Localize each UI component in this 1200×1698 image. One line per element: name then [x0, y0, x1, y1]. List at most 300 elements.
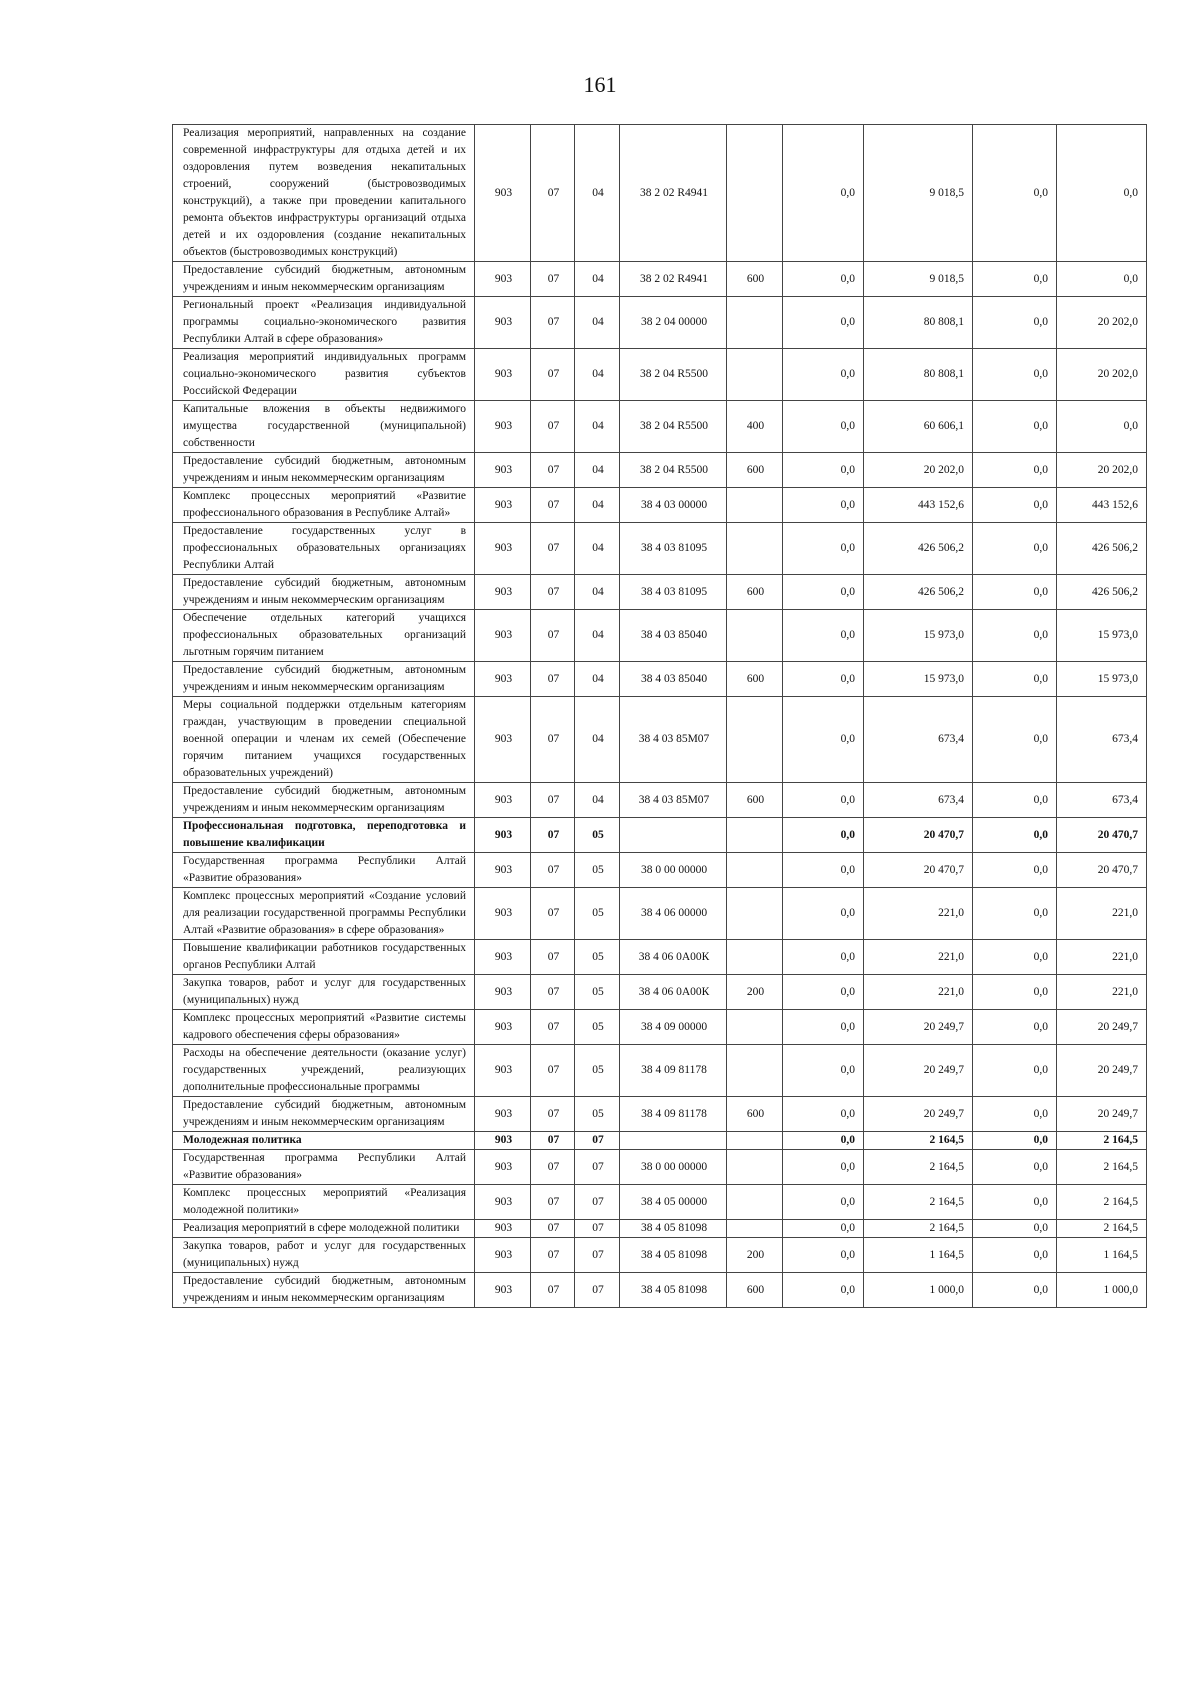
table-row — [173, 349, 1147, 401]
cell-section: 07 — [531, 662, 575, 697]
table-row — [173, 1238, 1147, 1273]
table-row — [173, 488, 1147, 523]
row-description: Предоставление субсидий бюджетным, автономным учреждениям и иным некоммерческим организациям — [173, 1097, 475, 1132]
cell-target-article — [620, 1132, 727, 1150]
cell-section: 07 — [531, 1132, 575, 1150]
cell-amount-4: 15 973,0 — [1057, 610, 1147, 662]
cell-target-article: 38 4 03 85040 — [620, 662, 727, 697]
cell-expense-type: 600 — [727, 1097, 783, 1132]
cell-amount-2: 426 506,2 — [864, 575, 973, 610]
row-description: Предоставление субсидий бюджетным, автономным учреждениям и иным некоммерческим организациям — [173, 262, 475, 297]
cell-amount-4: 426 506,2 — [1057, 523, 1147, 575]
cell-admin-code: 903 — [475, 1185, 531, 1220]
cell-amount-1: 0,0 — [783, 401, 864, 453]
cell-amount-3: 0,0 — [973, 888, 1057, 940]
cell-expense-type: 600 — [727, 783, 783, 818]
cell-section: 07 — [531, 262, 575, 297]
cell-amount-2: 80 808,1 — [864, 297, 973, 349]
cell-section: 07 — [531, 783, 575, 818]
cell-expense-type — [727, 1220, 783, 1238]
cell-amount-1: 0,0 — [783, 488, 864, 523]
cell-amount-4: 20 470,7 — [1057, 853, 1147, 888]
cell-section: 07 — [531, 975, 575, 1010]
table-row — [173, 1097, 1147, 1132]
cell-amount-4: 20 202,0 — [1057, 349, 1147, 401]
row-description: Предоставление субсидий бюджетным, автономным учреждениям и иным некоммерческим организациям — [173, 1273, 475, 1308]
cell-expense-type — [727, 349, 783, 401]
cell-admin-code: 903 — [475, 297, 531, 349]
table-row — [173, 853, 1147, 888]
cell-admin-code: 903 — [475, 818, 531, 853]
cell-target-article: 38 4 03 85М07 — [620, 697, 727, 783]
cell-amount-4: 0,0 — [1057, 401, 1147, 453]
cell-section: 07 — [531, 1010, 575, 1045]
cell-subsection: 07 — [575, 1132, 620, 1150]
cell-subsection: 05 — [575, 1045, 620, 1097]
cell-amount-4: 2 164,5 — [1057, 1150, 1147, 1185]
cell-target-article: 38 4 05 00000 — [620, 1185, 727, 1220]
cell-amount-3: 0,0 — [973, 1273, 1057, 1308]
table-row — [173, 940, 1147, 975]
row-description: Повышение квалификации работников государственных органов Республики Алтай — [173, 940, 475, 975]
cell-amount-1: 0,0 — [783, 610, 864, 662]
cell-amount-1: 0,0 — [783, 662, 864, 697]
cell-target-article: 38 0 00 00000 — [620, 1150, 727, 1185]
cell-subsection: 07 — [575, 1220, 620, 1238]
cell-admin-code: 903 — [475, 697, 531, 783]
cell-target-article: 38 4 06 0А00К — [620, 975, 727, 1010]
cell-amount-2: 426 506,2 — [864, 523, 973, 575]
cell-admin-code: 903 — [475, 575, 531, 610]
cell-expense-type — [727, 1150, 783, 1185]
cell-amount-1: 0,0 — [783, 783, 864, 818]
cell-admin-code: 903 — [475, 888, 531, 940]
cell-expense-type — [727, 940, 783, 975]
cell-amount-2: 20 249,7 — [864, 1010, 973, 1045]
cell-admin-code: 903 — [475, 1273, 531, 1308]
cell-amount-1: 0,0 — [783, 297, 864, 349]
cell-amount-4: 221,0 — [1057, 888, 1147, 940]
table-row — [173, 453, 1147, 488]
cell-amount-2: 2 164,5 — [864, 1220, 973, 1238]
cell-subsection: 05 — [575, 818, 620, 853]
cell-amount-1: 0,0 — [783, 1010, 864, 1045]
cell-amount-2: 1 000,0 — [864, 1273, 973, 1308]
cell-section: 07 — [531, 853, 575, 888]
cell-expense-type — [727, 488, 783, 523]
row-description: Предоставление субсидий бюджетным, автономным учреждениям и иным некоммерческим организациям — [173, 783, 475, 818]
row-description: Комплекс процессных мероприятий «Развитие системы кадрового обеспечения сферы образования» — [173, 1010, 475, 1045]
cell-section: 07 — [531, 1185, 575, 1220]
cell-amount-1: 0,0 — [783, 697, 864, 783]
cell-amount-1: 0,0 — [783, 349, 864, 401]
cell-subsection: 05 — [575, 940, 620, 975]
table-row — [173, 523, 1147, 575]
table-row — [173, 297, 1147, 349]
cell-amount-3: 0,0 — [973, 1185, 1057, 1220]
row-description: Закупка товаров, работ и услуг для государственных (муниципальных) нужд — [173, 1238, 475, 1273]
budget-table-body — [173, 125, 1147, 1308]
table-row — [173, 1220, 1147, 1238]
cell-section: 07 — [531, 818, 575, 853]
cell-expense-type: 600 — [727, 575, 783, 610]
cell-subsection: 04 — [575, 488, 620, 523]
table-row — [173, 125, 1147, 262]
cell-amount-4: 1 164,5 — [1057, 1238, 1147, 1273]
cell-amount-2: 2 164,5 — [864, 1150, 973, 1185]
cell-target-article: 38 4 03 81095 — [620, 575, 727, 610]
cell-admin-code: 903 — [475, 1097, 531, 1132]
cell-subsection: 05 — [575, 1097, 620, 1132]
cell-subsection: 07 — [575, 1150, 620, 1185]
row-description: Государственная программа Республики Алтай «Развитие образования» — [173, 853, 475, 888]
cell-target-article: 38 0 00 00000 — [620, 853, 727, 888]
cell-amount-3: 0,0 — [973, 662, 1057, 697]
cell-expense-type: 600 — [727, 662, 783, 697]
row-description: Комплекс процессных мероприятий «Реализация молодежной политики» — [173, 1185, 475, 1220]
cell-amount-4: 15 973,0 — [1057, 662, 1147, 697]
cell-expense-type — [727, 818, 783, 853]
cell-expense-type: 600 — [727, 453, 783, 488]
cell-admin-code: 903 — [475, 940, 531, 975]
cell-amount-3: 0,0 — [973, 1132, 1057, 1150]
table-row — [173, 1273, 1147, 1308]
cell-amount-1: 0,0 — [783, 940, 864, 975]
cell-subsection: 05 — [575, 853, 620, 888]
cell-amount-4: 0,0 — [1057, 125, 1147, 262]
cell-amount-2: 20 202,0 — [864, 453, 973, 488]
cell-section: 07 — [531, 297, 575, 349]
cell-subsection: 04 — [575, 349, 620, 401]
cell-amount-3: 0,0 — [973, 1045, 1057, 1097]
cell-amount-4: 0,0 — [1057, 262, 1147, 297]
cell-expense-type: 600 — [727, 1273, 783, 1308]
cell-section: 07 — [531, 401, 575, 453]
cell-amount-2: 20 470,7 — [864, 818, 973, 853]
cell-subsection: 07 — [575, 1238, 620, 1273]
cell-amount-2: 2 164,5 — [864, 1185, 973, 1220]
row-description: Меры социальной поддержки отдельным категориям граждан, участвующим в проведении специальной военной операции и членам их семей (Обеспечение горячим питанием учащихся государственных образовательных учреждений) — [173, 697, 475, 783]
cell-amount-3: 0,0 — [973, 262, 1057, 297]
cell-section: 07 — [531, 125, 575, 262]
cell-section: 07 — [531, 888, 575, 940]
row-description: Молодежная политика — [173, 1132, 475, 1150]
cell-amount-1: 0,0 — [783, 262, 864, 297]
cell-subsection: 04 — [575, 575, 620, 610]
cell-amount-4: 2 164,5 — [1057, 1220, 1147, 1238]
cell-amount-4: 20 249,7 — [1057, 1045, 1147, 1097]
cell-admin-code: 903 — [475, 783, 531, 818]
cell-target-article: 38 2 04 R5500 — [620, 401, 727, 453]
cell-target-article: 38 4 05 81098 — [620, 1238, 727, 1273]
cell-amount-2: 60 606,1 — [864, 401, 973, 453]
cell-admin-code: 903 — [475, 349, 531, 401]
row-description: Комплекс процессных мероприятий «Развитие профессионального образования в Республике Алтай» — [173, 488, 475, 523]
cell-target-article: 38 4 03 00000 — [620, 488, 727, 523]
cell-subsection: 04 — [575, 125, 620, 262]
cell-target-article: 38 4 03 85040 — [620, 610, 727, 662]
cell-section: 07 — [531, 697, 575, 783]
cell-amount-2: 20 249,7 — [864, 1097, 973, 1132]
cell-amount-4: 20 249,7 — [1057, 1010, 1147, 1045]
cell-subsection: 04 — [575, 610, 620, 662]
cell-section: 07 — [531, 1150, 575, 1185]
cell-target-article: 38 4 09 00000 — [620, 1010, 727, 1045]
cell-amount-3: 0,0 — [973, 401, 1057, 453]
cell-target-article: 38 4 09 81178 — [620, 1045, 727, 1097]
cell-subsection: 05 — [575, 888, 620, 940]
cell-target-article: 38 2 04 R5500 — [620, 349, 727, 401]
table-row — [173, 1150, 1147, 1185]
cell-subsection: 04 — [575, 401, 620, 453]
row-description: Предоставление субсидий бюджетным, автономным учреждениям и иным некоммерческим организациям — [173, 575, 475, 610]
cell-amount-3: 0,0 — [973, 297, 1057, 349]
cell-section: 07 — [531, 940, 575, 975]
table-row — [173, 783, 1147, 818]
cell-subsection: 04 — [575, 662, 620, 697]
cell-subsection: 07 — [575, 1185, 620, 1220]
table-row — [173, 662, 1147, 697]
cell-target-article: 38 4 05 81098 — [620, 1220, 727, 1238]
row-description: Государственная программа Республики Алтай «Развитие образования» — [173, 1150, 475, 1185]
cell-expense-type — [727, 125, 783, 262]
cell-expense-type — [727, 1045, 783, 1097]
table-row — [173, 888, 1147, 940]
cell-expense-type — [727, 1132, 783, 1150]
cell-amount-3: 0,0 — [973, 453, 1057, 488]
cell-expense-type — [727, 1185, 783, 1220]
row-description: Региональный проект «Реализация индивидуальной программы социально-экономического развития Республики Алтай в сфере образования» — [173, 297, 475, 349]
cell-admin-code: 903 — [475, 125, 531, 262]
cell-amount-1: 0,0 — [783, 1150, 864, 1185]
budget-table — [172, 124, 1147, 1308]
cell-expense-type — [727, 853, 783, 888]
cell-amount-3: 0,0 — [973, 125, 1057, 262]
cell-amount-1: 0,0 — [783, 523, 864, 575]
cell-amount-3: 0,0 — [973, 610, 1057, 662]
cell-amount-3: 0,0 — [973, 940, 1057, 975]
cell-admin-code: 903 — [475, 523, 531, 575]
cell-section: 07 — [531, 488, 575, 523]
cell-section: 07 — [531, 1220, 575, 1238]
cell-subsection: 05 — [575, 975, 620, 1010]
cell-amount-3: 0,0 — [973, 1010, 1057, 1045]
row-description: Предоставление субсидий бюджетным, автономным учреждениям и иным некоммерческим организациям — [173, 662, 475, 697]
table-row — [173, 1132, 1147, 1150]
cell-admin-code: 903 — [475, 610, 531, 662]
cell-admin-code: 903 — [475, 1045, 531, 1097]
cell-amount-3: 0,0 — [973, 349, 1057, 401]
cell-amount-3: 0,0 — [973, 1150, 1057, 1185]
cell-amount-2: 221,0 — [864, 940, 973, 975]
cell-expense-type: 400 — [727, 401, 783, 453]
cell-admin-code: 903 — [475, 453, 531, 488]
cell-amount-4: 1 000,0 — [1057, 1273, 1147, 1308]
cell-target-article: 38 4 06 00000 — [620, 888, 727, 940]
cell-amount-2: 1 164,5 — [864, 1238, 973, 1273]
table-row — [173, 575, 1147, 610]
cell-expense-type — [727, 610, 783, 662]
cell-admin-code: 903 — [475, 1150, 531, 1185]
cell-section: 07 — [531, 1045, 575, 1097]
table-row — [173, 697, 1147, 783]
row-description: Предоставление субсидий бюджетным, автономным учреждениям и иным некоммерческим организациям — [173, 453, 475, 488]
row-description: Комплекс процессных мероприятий «Создание условий для реализации государственной программы Республики Алтай «Развитие образования» в сфере образования» — [173, 888, 475, 940]
cell-amount-1: 0,0 — [783, 575, 864, 610]
cell-section: 07 — [531, 349, 575, 401]
cell-amount-4: 20 249,7 — [1057, 1097, 1147, 1132]
cell-amount-1: 0,0 — [783, 1045, 864, 1097]
cell-amount-1: 0,0 — [783, 888, 864, 940]
row-description: Профессиональная подготовка, переподготовка и повышение квалификации — [173, 818, 475, 853]
cell-amount-1: 0,0 — [783, 1097, 864, 1132]
cell-amount-4: 426 506,2 — [1057, 575, 1147, 610]
cell-amount-3: 0,0 — [973, 575, 1057, 610]
table-row — [173, 1185, 1147, 1220]
page-number: 161 — [583, 72, 617, 97]
cell-amount-4: 443 152,6 — [1057, 488, 1147, 523]
cell-subsection: 04 — [575, 783, 620, 818]
cell-amount-4: 2 164,5 — [1057, 1132, 1147, 1150]
cell-section: 07 — [531, 575, 575, 610]
cell-section: 07 — [531, 610, 575, 662]
cell-target-article: 38 4 03 81095 — [620, 523, 727, 575]
cell-expense-type: 200 — [727, 1238, 783, 1273]
cell-admin-code: 903 — [475, 1238, 531, 1273]
row-description: Расходы на обеспечение деятельности (оказание услуг) государственных учреждений, реализующих дополнительные профессиональные программы — [173, 1045, 475, 1097]
cell-subsection: 04 — [575, 523, 620, 575]
cell-amount-2: 673,4 — [864, 697, 973, 783]
cell-amount-1: 0,0 — [783, 818, 864, 853]
row-description: Обеспечение отдельных категорий учащихся профессиональных образовательных организаций льготным горячим питанием — [173, 610, 475, 662]
cell-amount-3: 0,0 — [973, 697, 1057, 783]
cell-expense-type — [727, 523, 783, 575]
cell-amount-3: 0,0 — [973, 853, 1057, 888]
table-row — [173, 1045, 1147, 1097]
cell-section: 07 — [531, 453, 575, 488]
cell-amount-2: 443 152,6 — [864, 488, 973, 523]
cell-amount-2: 221,0 — [864, 888, 973, 940]
cell-target-article — [620, 818, 727, 853]
cell-subsection: 04 — [575, 297, 620, 349]
cell-amount-2: 9 018,5 — [864, 262, 973, 297]
cell-target-article: 38 4 06 0А00К — [620, 940, 727, 975]
cell-amount-2: 15 973,0 — [864, 662, 973, 697]
cell-admin-code: 903 — [475, 262, 531, 297]
cell-amount-2: 20 249,7 — [864, 1045, 973, 1097]
cell-amount-1: 0,0 — [783, 853, 864, 888]
table-row — [173, 262, 1147, 297]
cell-amount-4: 20 470,7 — [1057, 818, 1147, 853]
cell-admin-code: 903 — [475, 488, 531, 523]
cell-amount-2: 2 164,5 — [864, 1132, 973, 1150]
cell-amount-4: 673,4 — [1057, 697, 1147, 783]
row-description: Реализация мероприятий индивидуальных программ социально-экономического развития субъектов Российской Федерации — [173, 349, 475, 401]
cell-admin-code: 903 — [475, 1220, 531, 1238]
cell-amount-3: 0,0 — [973, 1238, 1057, 1273]
cell-amount-4: 221,0 — [1057, 940, 1147, 975]
cell-admin-code: 903 — [475, 853, 531, 888]
cell-section: 07 — [531, 523, 575, 575]
cell-subsection: 04 — [575, 453, 620, 488]
cell-admin-code: 903 — [475, 975, 531, 1010]
cell-amount-3: 0,0 — [973, 975, 1057, 1010]
cell-amount-3: 0,0 — [973, 1220, 1057, 1238]
cell-expense-type: 600 — [727, 262, 783, 297]
cell-subsection: 04 — [575, 697, 620, 783]
cell-expense-type — [727, 697, 783, 783]
cell-amount-2: 673,4 — [864, 783, 973, 818]
cell-amount-4: 673,4 — [1057, 783, 1147, 818]
cell-subsection: 05 — [575, 1010, 620, 1045]
table-row — [173, 975, 1147, 1010]
cell-amount-2: 20 470,7 — [864, 853, 973, 888]
table-row — [173, 401, 1147, 453]
cell-amount-1: 0,0 — [783, 1273, 864, 1308]
cell-amount-1: 0,0 — [783, 125, 864, 262]
cell-subsection: 07 — [575, 1273, 620, 1308]
cell-expense-type: 200 — [727, 975, 783, 1010]
cell-amount-3: 0,0 — [973, 523, 1057, 575]
cell-amount-1: 0,0 — [783, 1220, 864, 1238]
cell-section: 07 — [531, 1097, 575, 1132]
cell-admin-code: 903 — [475, 1132, 531, 1150]
cell-amount-4: 20 202,0 — [1057, 453, 1147, 488]
cell-amount-2: 80 808,1 — [864, 349, 973, 401]
cell-section: 07 — [531, 1273, 575, 1308]
cell-expense-type — [727, 888, 783, 940]
cell-target-article: 38 2 02 R4941 — [620, 125, 727, 262]
cell-expense-type — [727, 297, 783, 349]
cell-amount-1: 0,0 — [783, 975, 864, 1010]
row-description: Реализация мероприятий в сфере молодежной политики — [173, 1220, 475, 1238]
cell-target-article: 38 2 04 R5500 — [620, 453, 727, 488]
table-row — [173, 818, 1147, 853]
row-description: Закупка товаров, работ и услуг для государственных (муниципальных) нужд — [173, 975, 475, 1010]
cell-target-article: 38 2 04 00000 — [620, 297, 727, 349]
cell-amount-1: 0,0 — [783, 1132, 864, 1150]
cell-expense-type — [727, 1010, 783, 1045]
cell-target-article: 38 4 05 81098 — [620, 1273, 727, 1308]
cell-subsection: 04 — [575, 262, 620, 297]
table-row — [173, 610, 1147, 662]
cell-target-article: 38 4 03 85М07 — [620, 783, 727, 818]
cell-admin-code: 903 — [475, 662, 531, 697]
cell-amount-1: 0,0 — [783, 1238, 864, 1273]
cell-target-article: 38 4 09 81178 — [620, 1097, 727, 1132]
cell-target-article: 38 2 02 R4941 — [620, 262, 727, 297]
cell-amount-3: 0,0 — [973, 1097, 1057, 1132]
row-description: Реализация мероприятий, направленных на создание современной инфраструктуры для отдыха детей и их оздоровления путем возведения некапитальных строений, сооружений (быстровозводимых конструкций), а также при проведении капитального ремонта объектов инфраструктуры организаций отдыха детей и их оздоровления (создание некапитальных объектов (быстровозводимых конструкций) — [173, 125, 475, 262]
cell-amount-1: 0,0 — [783, 453, 864, 488]
cell-amount-4: 20 202,0 — [1057, 297, 1147, 349]
cell-amount-4: 2 164,5 — [1057, 1185, 1147, 1220]
cell-amount-4: 221,0 — [1057, 975, 1147, 1010]
cell-amount-2: 221,0 — [864, 975, 973, 1010]
cell-amount-1: 0,0 — [783, 1185, 864, 1220]
cell-amount-3: 0,0 — [973, 783, 1057, 818]
row-description: Предоставление государственных услуг в профессиональных образовательных организациях Республики Алтай — [173, 523, 475, 575]
cell-section: 07 — [531, 1238, 575, 1273]
cell-admin-code: 903 — [475, 401, 531, 453]
cell-amount-3: 0,0 — [973, 488, 1057, 523]
cell-admin-code: 903 — [475, 1010, 531, 1045]
row-description: Капитальные вложения в объекты недвижимого имущества государственной (муниципальной) собственности — [173, 401, 475, 453]
cell-amount-2: 9 018,5 — [864, 125, 973, 262]
cell-amount-3: 0,0 — [973, 818, 1057, 853]
table-row — [173, 1010, 1147, 1045]
cell-amount-2: 15 973,0 — [864, 610, 973, 662]
